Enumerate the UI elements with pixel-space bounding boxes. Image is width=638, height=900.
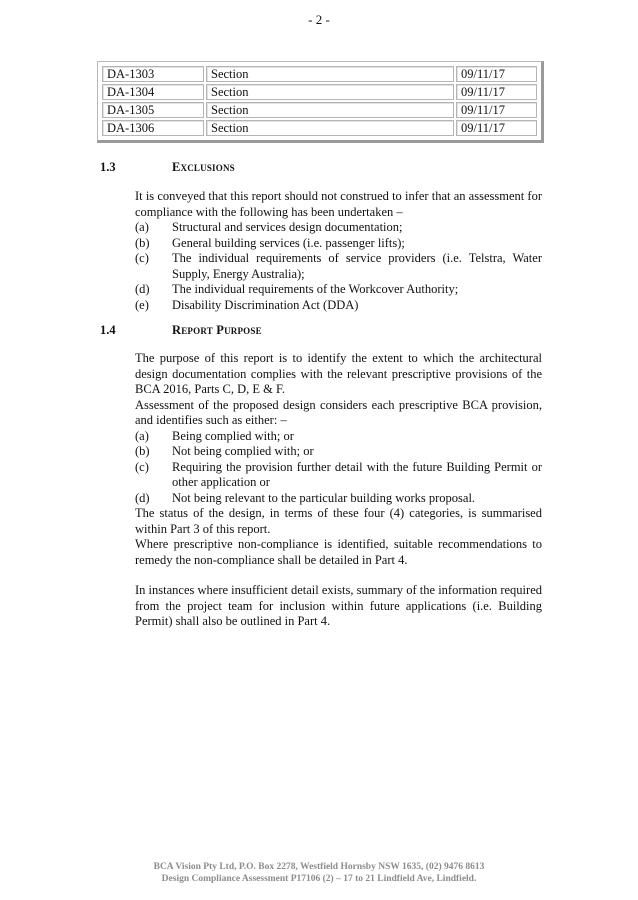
list-item [135,282,542,298]
list-label: (b) [135,235,150,250]
list-item [135,444,542,460]
drawing-type: Section [206,84,454,100]
list-item [135,251,542,282]
list-item [135,429,542,445]
list-text: The individual requirements of service providers (i.e. Telstra, Water Supply, Energy Australia); [172,251,542,281]
list-label: (a) [135,220,149,234]
list-item [135,236,542,252]
footer-report-line: Design Compliance Assessment P17106 (2) – 17 to 21 Lindfield Ave, Lindfield. [161,874,477,884]
drawing-code: DA-1303 [102,66,204,82]
drawing-code: DA-1304 [102,84,204,100]
list-text: Not being relevant to the particular building works proposal. [172,490,476,505]
list-text: Structural and services design documentation; [172,220,403,234]
drawings-table [97,61,544,143]
section-number: 1.3 [100,160,116,174]
section-title: Report Purpose [172,323,262,337]
list-label: (d) [135,490,150,505]
list-item [135,460,542,491]
table-row [102,120,537,136]
report-purpose-body [135,351,542,630]
page-footer [0,861,638,885]
drawing-code: DA-1305 [102,102,204,118]
list-text: General building services (i.e. passenger lifts); [172,235,405,250]
drawing-type: Section [206,66,454,82]
section-heading-exclusions [100,160,235,175]
exclusions-intro: It is conveyed that this report should not construed to infer that an assessment for compliance with the following has been undertaken – [135,189,542,219]
paragraph: The purpose of this report is to identify the extent to which the architectural design documentation complies with the relevant prescriptive provisions of the BCA 2016, Parts C, D, E & F. [135,351,542,396]
list-text: The individual requirements of the Workcover Authority; [172,282,459,296]
section-title: Exclusions [172,160,235,174]
section-heading-report-purpose [100,323,262,338]
list-label: (c) [135,459,149,474]
drawing-date: 09/11/17 [456,120,537,136]
drawing-code: DA-1306 [102,120,204,136]
list-item [135,491,542,507]
drawings-table-grid [100,64,539,138]
list-text: Disability Discrimination Act (DDA) [172,297,359,312]
list-label: (a) [135,428,149,443]
drawing-type: Section [206,120,454,136]
paragraph: In instances where insufficient detail exists, summary of the information required from the project team for inclusion within future applications (i.e. Building Permit) shall also be outlined in Part 4. [135,583,542,628]
list-text: Requiring the provision further detail with the future Building Permit or other application or [172,459,542,489]
paragraph: Assessment of the proposed design considers each prescriptive BCA provision, and identifies such as either: – [135,397,542,427]
section-number: 1.4 [100,323,116,337]
drawing-date: 09/11/17 [456,84,537,100]
list-label: (d) [135,282,150,296]
drawing-date: 09/11/17 [456,66,537,82]
list-text: Being complied with; or [172,428,294,443]
list-label: (c) [135,251,149,265]
list-label: (b) [135,444,150,458]
paragraph: Where prescriptive non-compliance is identified, suitable recommendations to remedy the non-compliance shall be detailed in Part 4. [135,537,542,567]
list-item [135,298,542,314]
list-text: Not being complied with; or [172,444,314,458]
drawing-date: 09/11/17 [456,102,537,118]
table-row [102,66,537,82]
paragraph: The status of the design, in terms of these four (4) categories, is summarised within Part 3 of this report. [135,506,542,536]
table-row [102,84,537,100]
list-item [135,220,542,236]
drawing-type: Section [206,102,454,118]
exclusions-body [135,189,542,313]
page-number: - 2 - [308,12,330,27]
footer-company-line: BCA Vision Pty Ltd, P.O. Box 2278, Westfield Hornsby NSW 1635, (02) 9476 8613 [153,862,485,872]
list-label: (e) [135,297,149,312]
table-row [102,102,537,118]
